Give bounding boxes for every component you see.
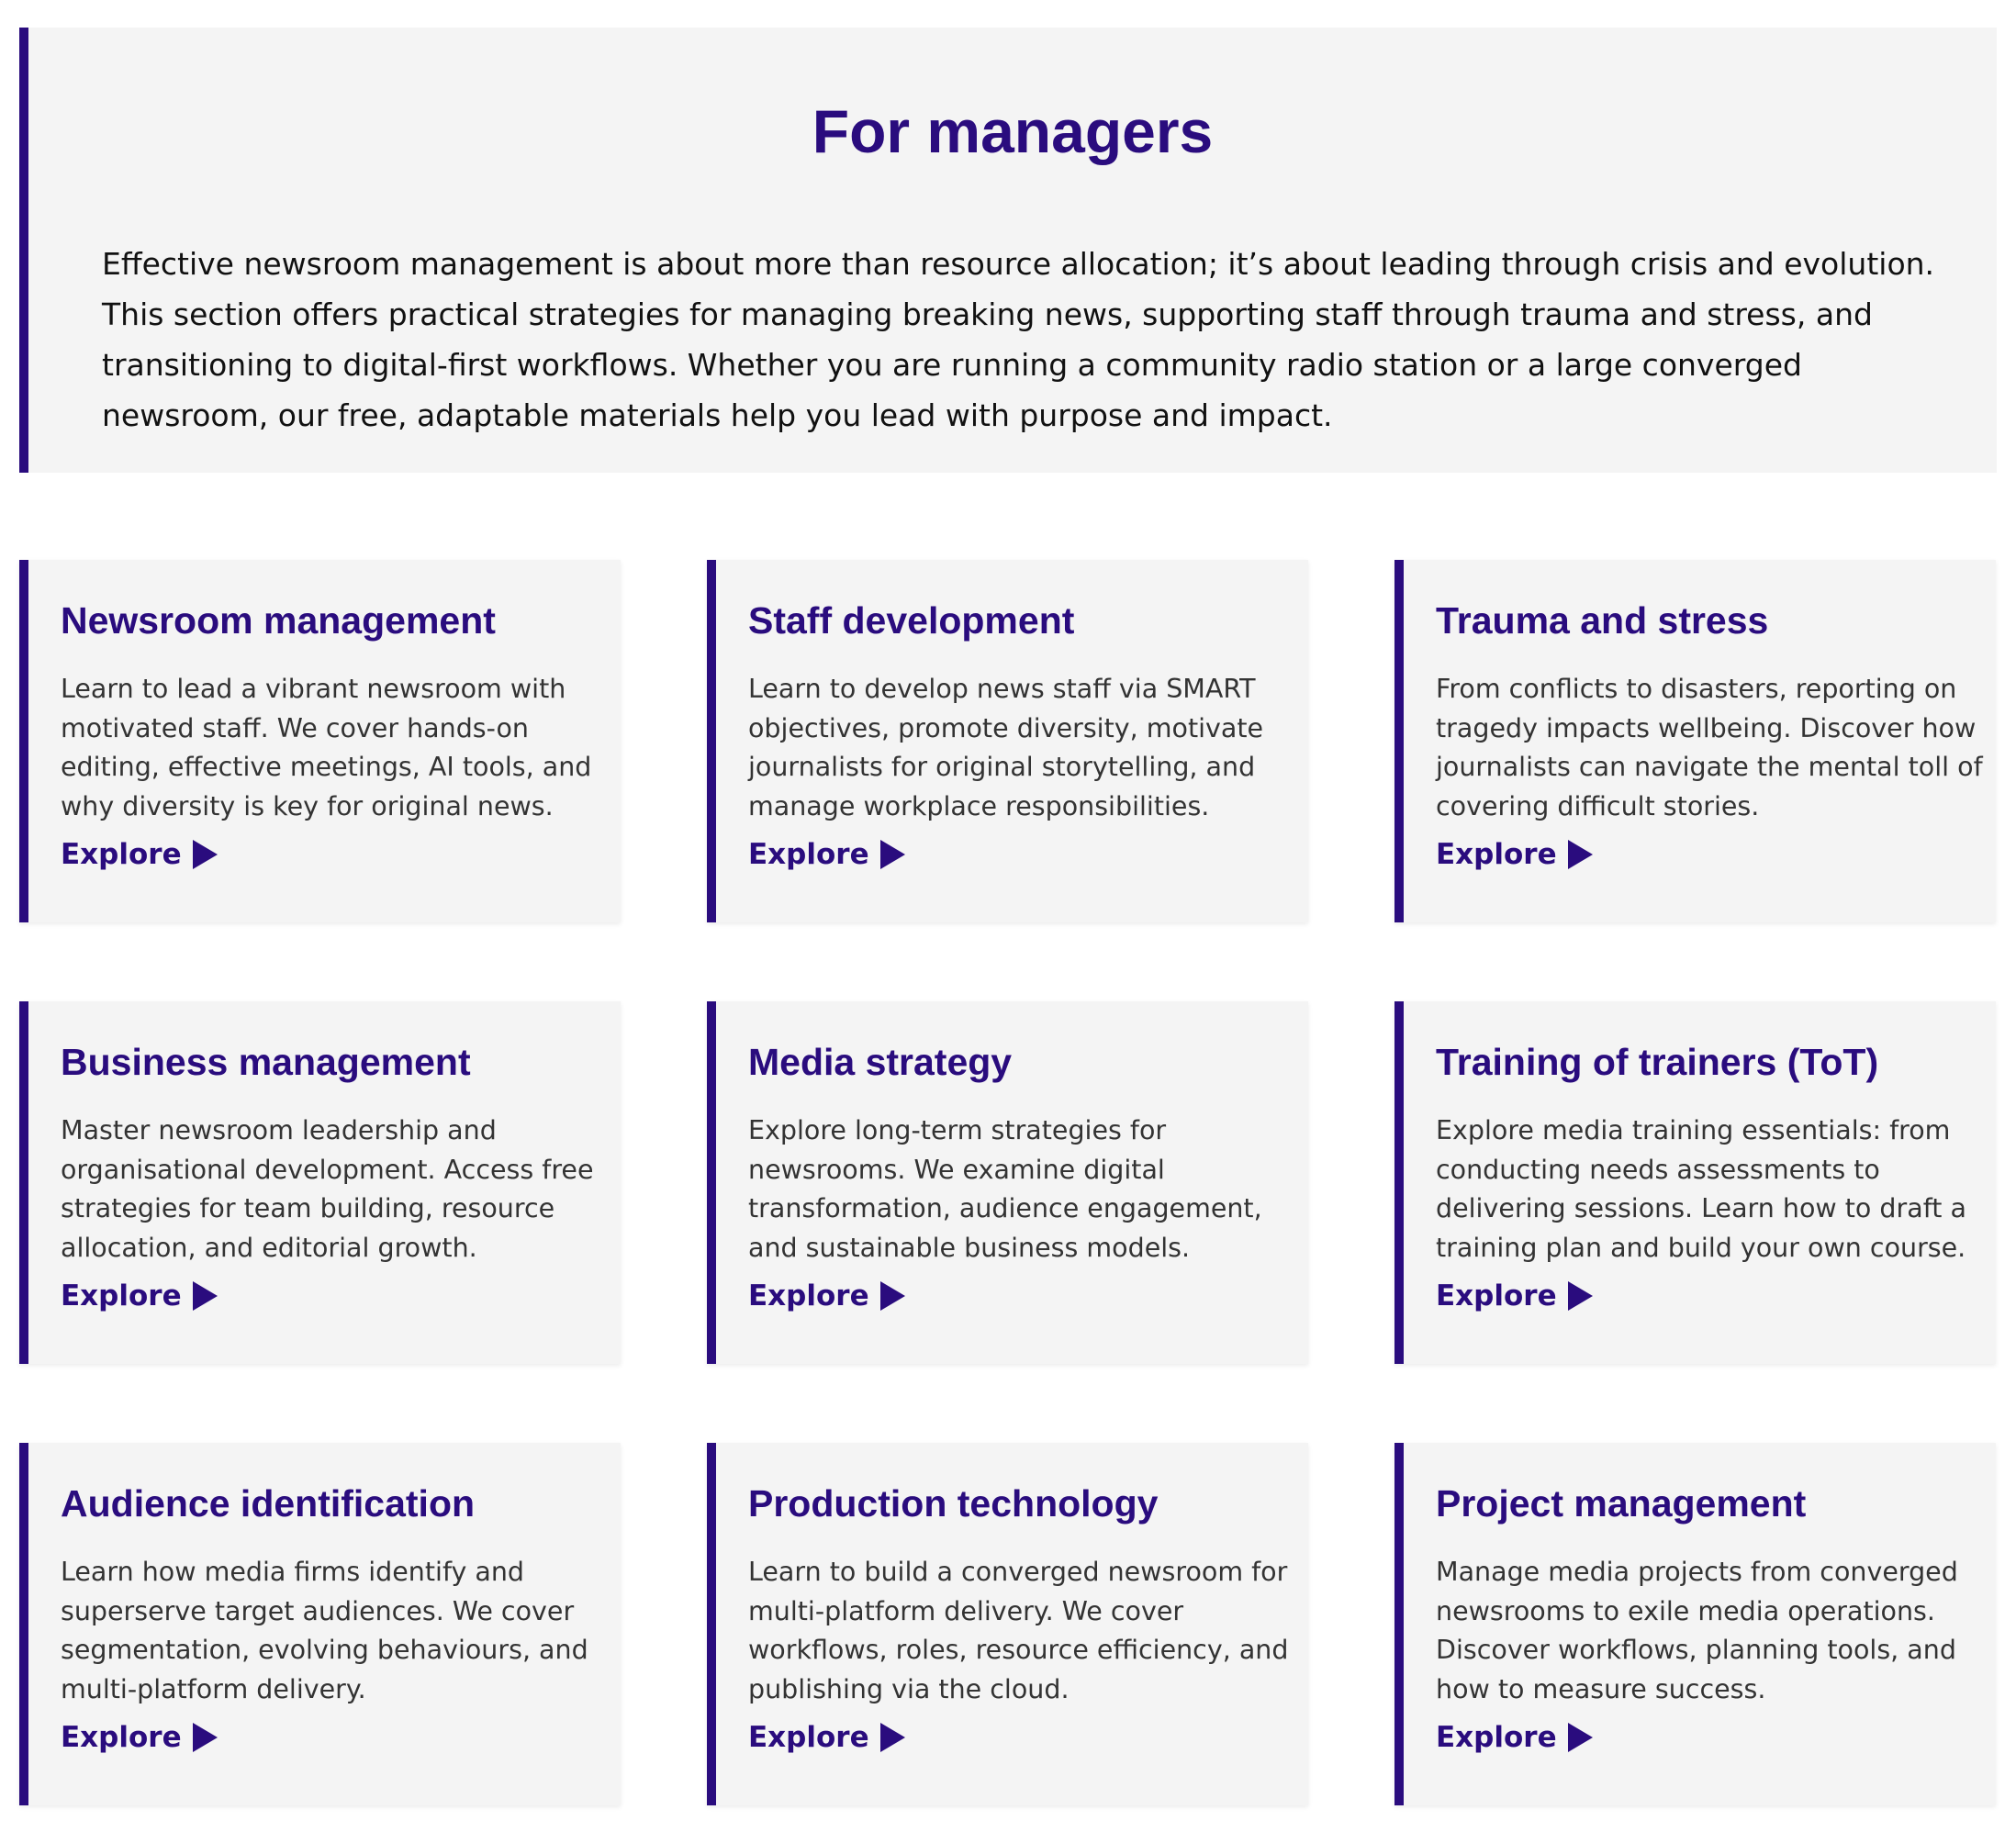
explore-label: Explore xyxy=(1436,837,1557,871)
play-triangle-icon xyxy=(880,1281,905,1311)
explore-label: Explore xyxy=(748,837,869,871)
card-business-management xyxy=(19,1001,621,1364)
play-triangle-icon xyxy=(1568,1723,1593,1752)
card-description: Learn to build a converged newsroom for multi-platform delivery. We cover workflows, roles, resource efficiency, and publishing via the cloud. xyxy=(748,1557,1289,1704)
play-triangle-icon xyxy=(880,840,905,869)
card-description: Explore media training essentials: from conducting needs assessments to delivering sessions. Learn how to draft a training plan and build your own course. xyxy=(1436,1115,1966,1263)
card-title: Trauma and stress xyxy=(1436,599,1769,642)
explore-label: Explore xyxy=(61,1720,182,1754)
explore-link[interactable] xyxy=(61,837,218,871)
explore-link[interactable] xyxy=(61,1281,218,1311)
card-title: Staff development xyxy=(748,599,1075,642)
intro-text: Effective newsroom management is about more than resource allocation; it’s about leading through crisis and evolution. This section offers practical strategies for managing breaking news, supporting staff through trauma and stress, and transitioning to digital-first workflows. Whether you are running a community radio station or a large converged newsroom, our free, adaptable materials help you lead with purpose and impact. xyxy=(102,246,1935,433)
explore-link[interactable] xyxy=(748,837,905,871)
card-project-management xyxy=(1394,1443,1996,1805)
card-production-technology xyxy=(707,1443,1308,1805)
play-triangle-icon xyxy=(193,1723,218,1752)
explore-label: Explore xyxy=(1436,1720,1557,1754)
play-triangle-icon xyxy=(880,1723,905,1752)
explore-link[interactable] xyxy=(1436,1720,1593,1754)
play-triangle-icon xyxy=(193,1281,218,1311)
card-training-of-trainers xyxy=(1394,1001,1996,1364)
explore-link[interactable] xyxy=(61,1720,218,1754)
card-description: Learn to lead a vibrant newsroom with motivated staff. We cover hands-on editing, effective meetings, AI tools, and why diversity is key for original news. xyxy=(61,674,592,821)
card-title: Media strategy xyxy=(748,1041,1013,1083)
play-triangle-icon xyxy=(1568,1281,1593,1311)
card-description: Manage media projects from converged newsrooms to exile media operations. Discover workflows, planning tools, and how to measure success. xyxy=(1436,1557,1958,1704)
card-title: Training of trainers (ToT) xyxy=(1436,1041,1879,1083)
card-trauma-and-stress xyxy=(1394,560,1996,922)
explore-link[interactable] xyxy=(748,1281,905,1311)
explore-label: Explore xyxy=(61,837,182,871)
card-description: Explore long-term strategies for newsrooms. We examine digital transformation, audience engagement, and sustainable business models. xyxy=(748,1115,1262,1263)
play-triangle-icon xyxy=(1568,840,1593,869)
card-title: Project management xyxy=(1436,1482,1807,1525)
card-newsroom-management xyxy=(19,560,621,922)
card-title: Business management xyxy=(61,1041,471,1083)
card-staff-development xyxy=(707,560,1308,922)
card-title: Audience identification xyxy=(61,1482,476,1525)
explore-label: Explore xyxy=(1436,1279,1557,1313)
explore-label: Explore xyxy=(748,1279,869,1313)
card-description: Learn to develop news staff via SMART objectives, promote diversity, motivate journalists for original storytelling, and manage workplace responsibilities. xyxy=(748,674,1264,821)
card-description: From conflicts to disasters, reporting on tragedy impacts wellbeing. Discover how journalists can navigate the mental toll of covering difficult stories. xyxy=(1436,674,1983,821)
explore-label: Explore xyxy=(748,1720,869,1754)
card-description: Master newsroom leadership and organisational development. Access free strategies for team building, resource allocation, and editorial growth. xyxy=(61,1115,594,1263)
explore-link[interactable] xyxy=(1436,1281,1593,1311)
explore-link[interactable] xyxy=(748,1720,905,1754)
card-title: Newsroom management xyxy=(61,599,496,642)
explore-link[interactable] xyxy=(1436,837,1593,871)
card-audience-identification xyxy=(19,1443,621,1805)
card-media-strategy xyxy=(707,1001,1308,1364)
card-description: Learn how media firms identify and superserve target audiences. We cover segmentation, evolving behaviours, and multi-platform delivery. xyxy=(61,1557,588,1704)
intro-panel xyxy=(19,28,1997,473)
page-title: For managers xyxy=(812,97,1214,165)
card-title: Production technology xyxy=(748,1482,1159,1525)
play-triangle-icon xyxy=(193,840,218,869)
explore-label: Explore xyxy=(61,1279,182,1313)
